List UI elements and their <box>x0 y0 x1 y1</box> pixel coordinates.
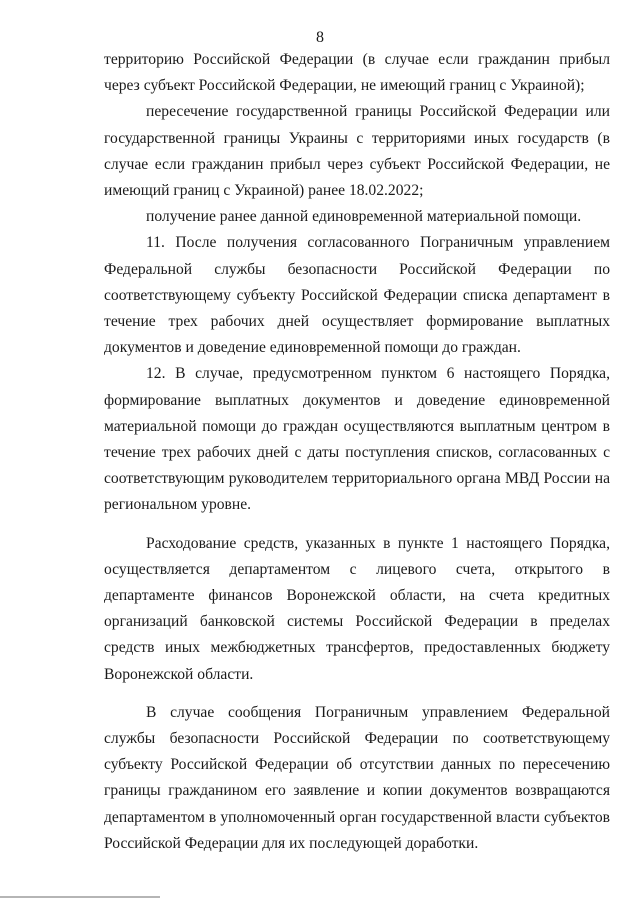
document-body <box>104 47 610 857</box>
paragraph-clause-11: 11. После получения согласованного Пограничным управлением Федеральной службы безопасности Российской Федерации по соответствующему субъекту Российской Федерации списка департамент в течение трех рабочих дней осуществляет формирование выплатных документов и доведение единовременной помощи до граждан. <box>104 234 610 357</box>
paragraph-continuation: территорию Российской Федерации (в случае если гражданин прибыл через субъект Российской Федерации, не имеющий границ с Украиной); <box>104 51 610 95</box>
paragraph-return-documents: В случае сообщения Пограничным управлением Федеральной службы безопасности Российской Федерации по соответствующему субъекту Российской Федерации об отсутствии данных по пересечению границы гражданином его заявление и копии документов возвращаются департаментом в уполномоченный орган государственной власти субъектов Российской Федерации для их последующей доработки. <box>104 703 610 852</box>
paragraph-expenditure: Расходование средств, указанных в пункте 1 настоящего Порядка, осуществляется департаментом с лицевого счета, открытого в департаменте финансов Воронежской области, на счета кредитных организаций банковской системы Российской Федерации в пределах средств иных межбюджетных трансфертов, предоставленных бюджету Воронежской области. <box>104 534 610 683</box>
paragraph-prior-aid: получение ранее данной единовременной материальной помощи. <box>146 208 582 226</box>
scan-edge-line <box>0 896 160 898</box>
page-number: 8 <box>316 29 324 46</box>
paragraph-clause-12: 12. В случае, предусмотренном пунктом 6 настоящего Порядка, формирование выплатных документов и доведение единовременной материальной помощи до граждан осуществляются выплатным центром в течение трех рабочих дней с даты поступления списков, согласованных с соответствующим руководителем территориального органа МВД России на региональном уровне. <box>104 365 610 514</box>
paragraph-border-crossing: пересечение государственной границы Российской Федерации или государственной границы Украины с территориями иных государств (в случае если гражданин прибыл через субъект Российской Федерации, не имеющий границ с Украиной) ранее 18.02.2022; <box>104 103 610 200</box>
